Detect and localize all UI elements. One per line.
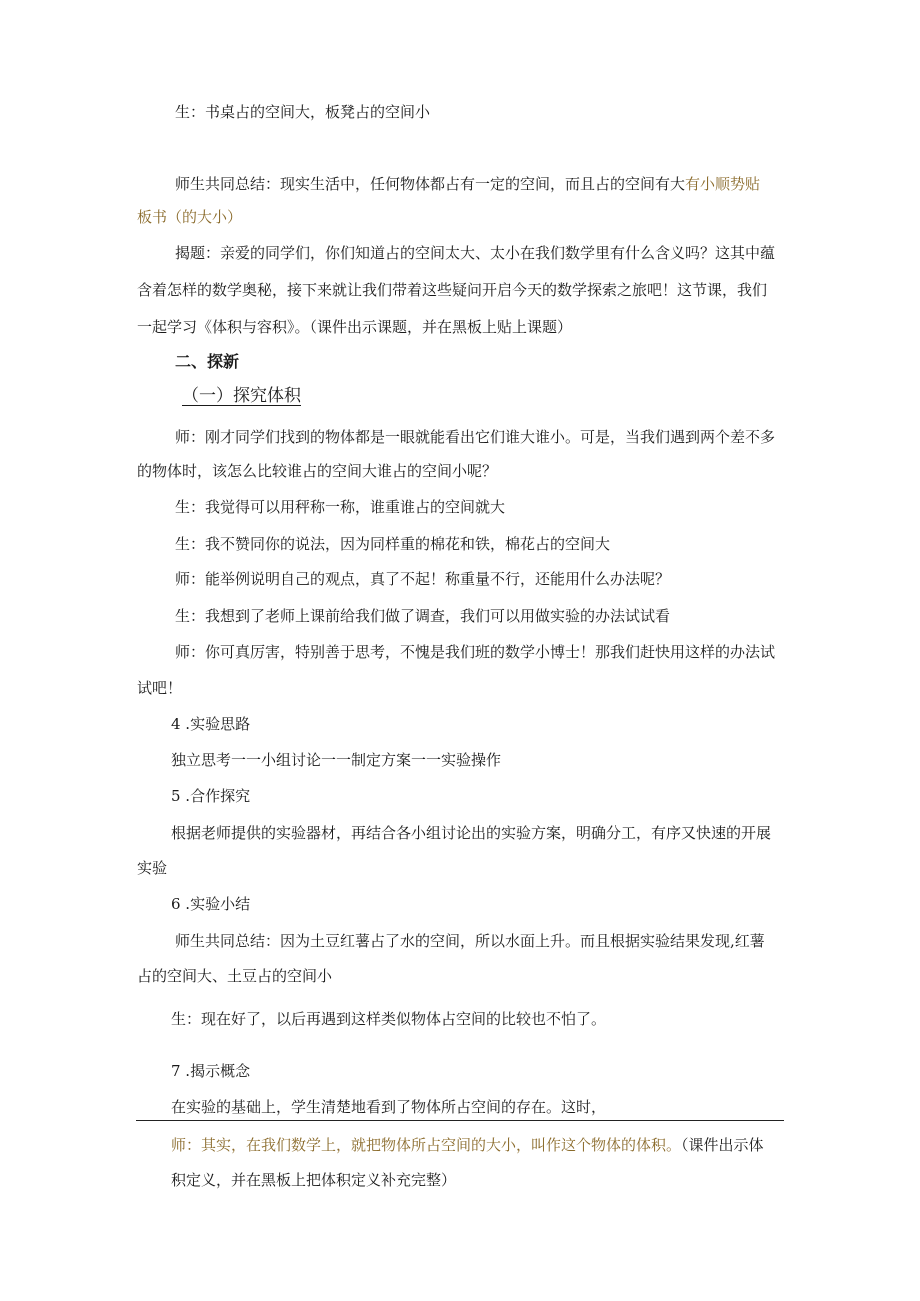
step-heading: 4 .实验思路 [171, 715, 251, 733]
step-text: 独立思考一一小组讨论一一制定方案一一实验操作 [171, 751, 502, 769]
divider [136, 1120, 784, 1121]
dialogue-line: 试吧！ [137, 679, 183, 697]
step-text: 在实验的基础上，学生清楚地看到了物体所占空间的存在。这时， [171, 1098, 607, 1116]
step-heading: 5 .合作探究 [171, 787, 251, 805]
definition-highlight: 师：其实，在我们数学上，就把物体所占空间的大小，叫作这个物体的体积。 [171, 1136, 682, 1154]
step-text: 实验 [137, 859, 168, 877]
dialogue-line: 生：我不赞同你的说法，因为同样重的棉花和铁，棉花占的空间大 [175, 535, 611, 553]
intro-line: 揭题：亲爱的同学们，你们知道占的空间太大、太小在我们数学里有什么含义吗？这其中蕴 [175, 244, 776, 262]
dialogue-line: 生：我想到了老师上课前给我们做了调查，我们可以用做实验的办法试试看 [175, 607, 671, 625]
step-heading: 7 .揭示概念 [171, 1062, 251, 1080]
dialogue-line: 生：我觉得可以用秤称一称，谁重谁占的空间就大 [175, 498, 506, 516]
intro-line: 含着怎样的数学奥秘，接下来就让我们带着这些疑问开启今天的数学探索之旅吧！这节课，我们 [137, 281, 768, 299]
subsection-heading: （一）探究体积 [182, 386, 301, 406]
summary-highlight: 有小顺势贴 [685, 175, 761, 193]
intro-line: 一起学习《体积与容积》。（课件出示课题，并在黑板上贴上课题） [137, 318, 573, 336]
step-text: 占的空间大、土豆占的空间小 [137, 967, 333, 985]
summary-text: 师生共同总结：现实生活中，任何物体都占有一定的空间，而且占的空间有大 [175, 175, 686, 193]
definition-line: 积定义，并在黑板上把体积定义补充完整） [171, 1171, 457, 1189]
dialogue-line: 师：你可真厉害，特别善于思考，不愧是我们班的数学小博士！那我们赶快用这样的办法试 [175, 643, 776, 661]
definition-note: （课件出示体 [681, 1136, 764, 1154]
dialogue-line: 师：刚才同学们找到的物体都是一眼就能看出它们谁大谁小。可是，当我们遇到两个差不多 [175, 428, 776, 446]
dialogue-line: 生：书桌占的空间大，板凳占的空间小 [175, 103, 431, 121]
dialogue-line: 的物体时，该怎么比较谁占的空间大谁占的空间小呢？ [137, 462, 498, 480]
step-text: 师生共同总结：因为土豆红薯占了水的空间，所以水面上升。而且根据实验结果发现,红薯 [175, 932, 765, 950]
summary-line [175, 175, 760, 193]
dialogue-line: 师：能举例说明自己的观点，真了不起！称重量不行，还能用什么办法呢？ [175, 570, 671, 588]
step-heading: 6 .实验小结 [171, 895, 251, 913]
dialogue-line: 生：现在好了，以后再遇到这样类似物体占空间的比较也不怕了。 [171, 1010, 607, 1028]
section-heading: 二、探新 [175, 352, 240, 371]
definition-line [171, 1136, 764, 1154]
step-text: 根据老师提供的实验器材，再结合各小组讨论出的实验方案，明确分工，有序又快速的开展 [171, 824, 772, 842]
summary-continuation: 板书（的大小） [137, 208, 243, 226]
